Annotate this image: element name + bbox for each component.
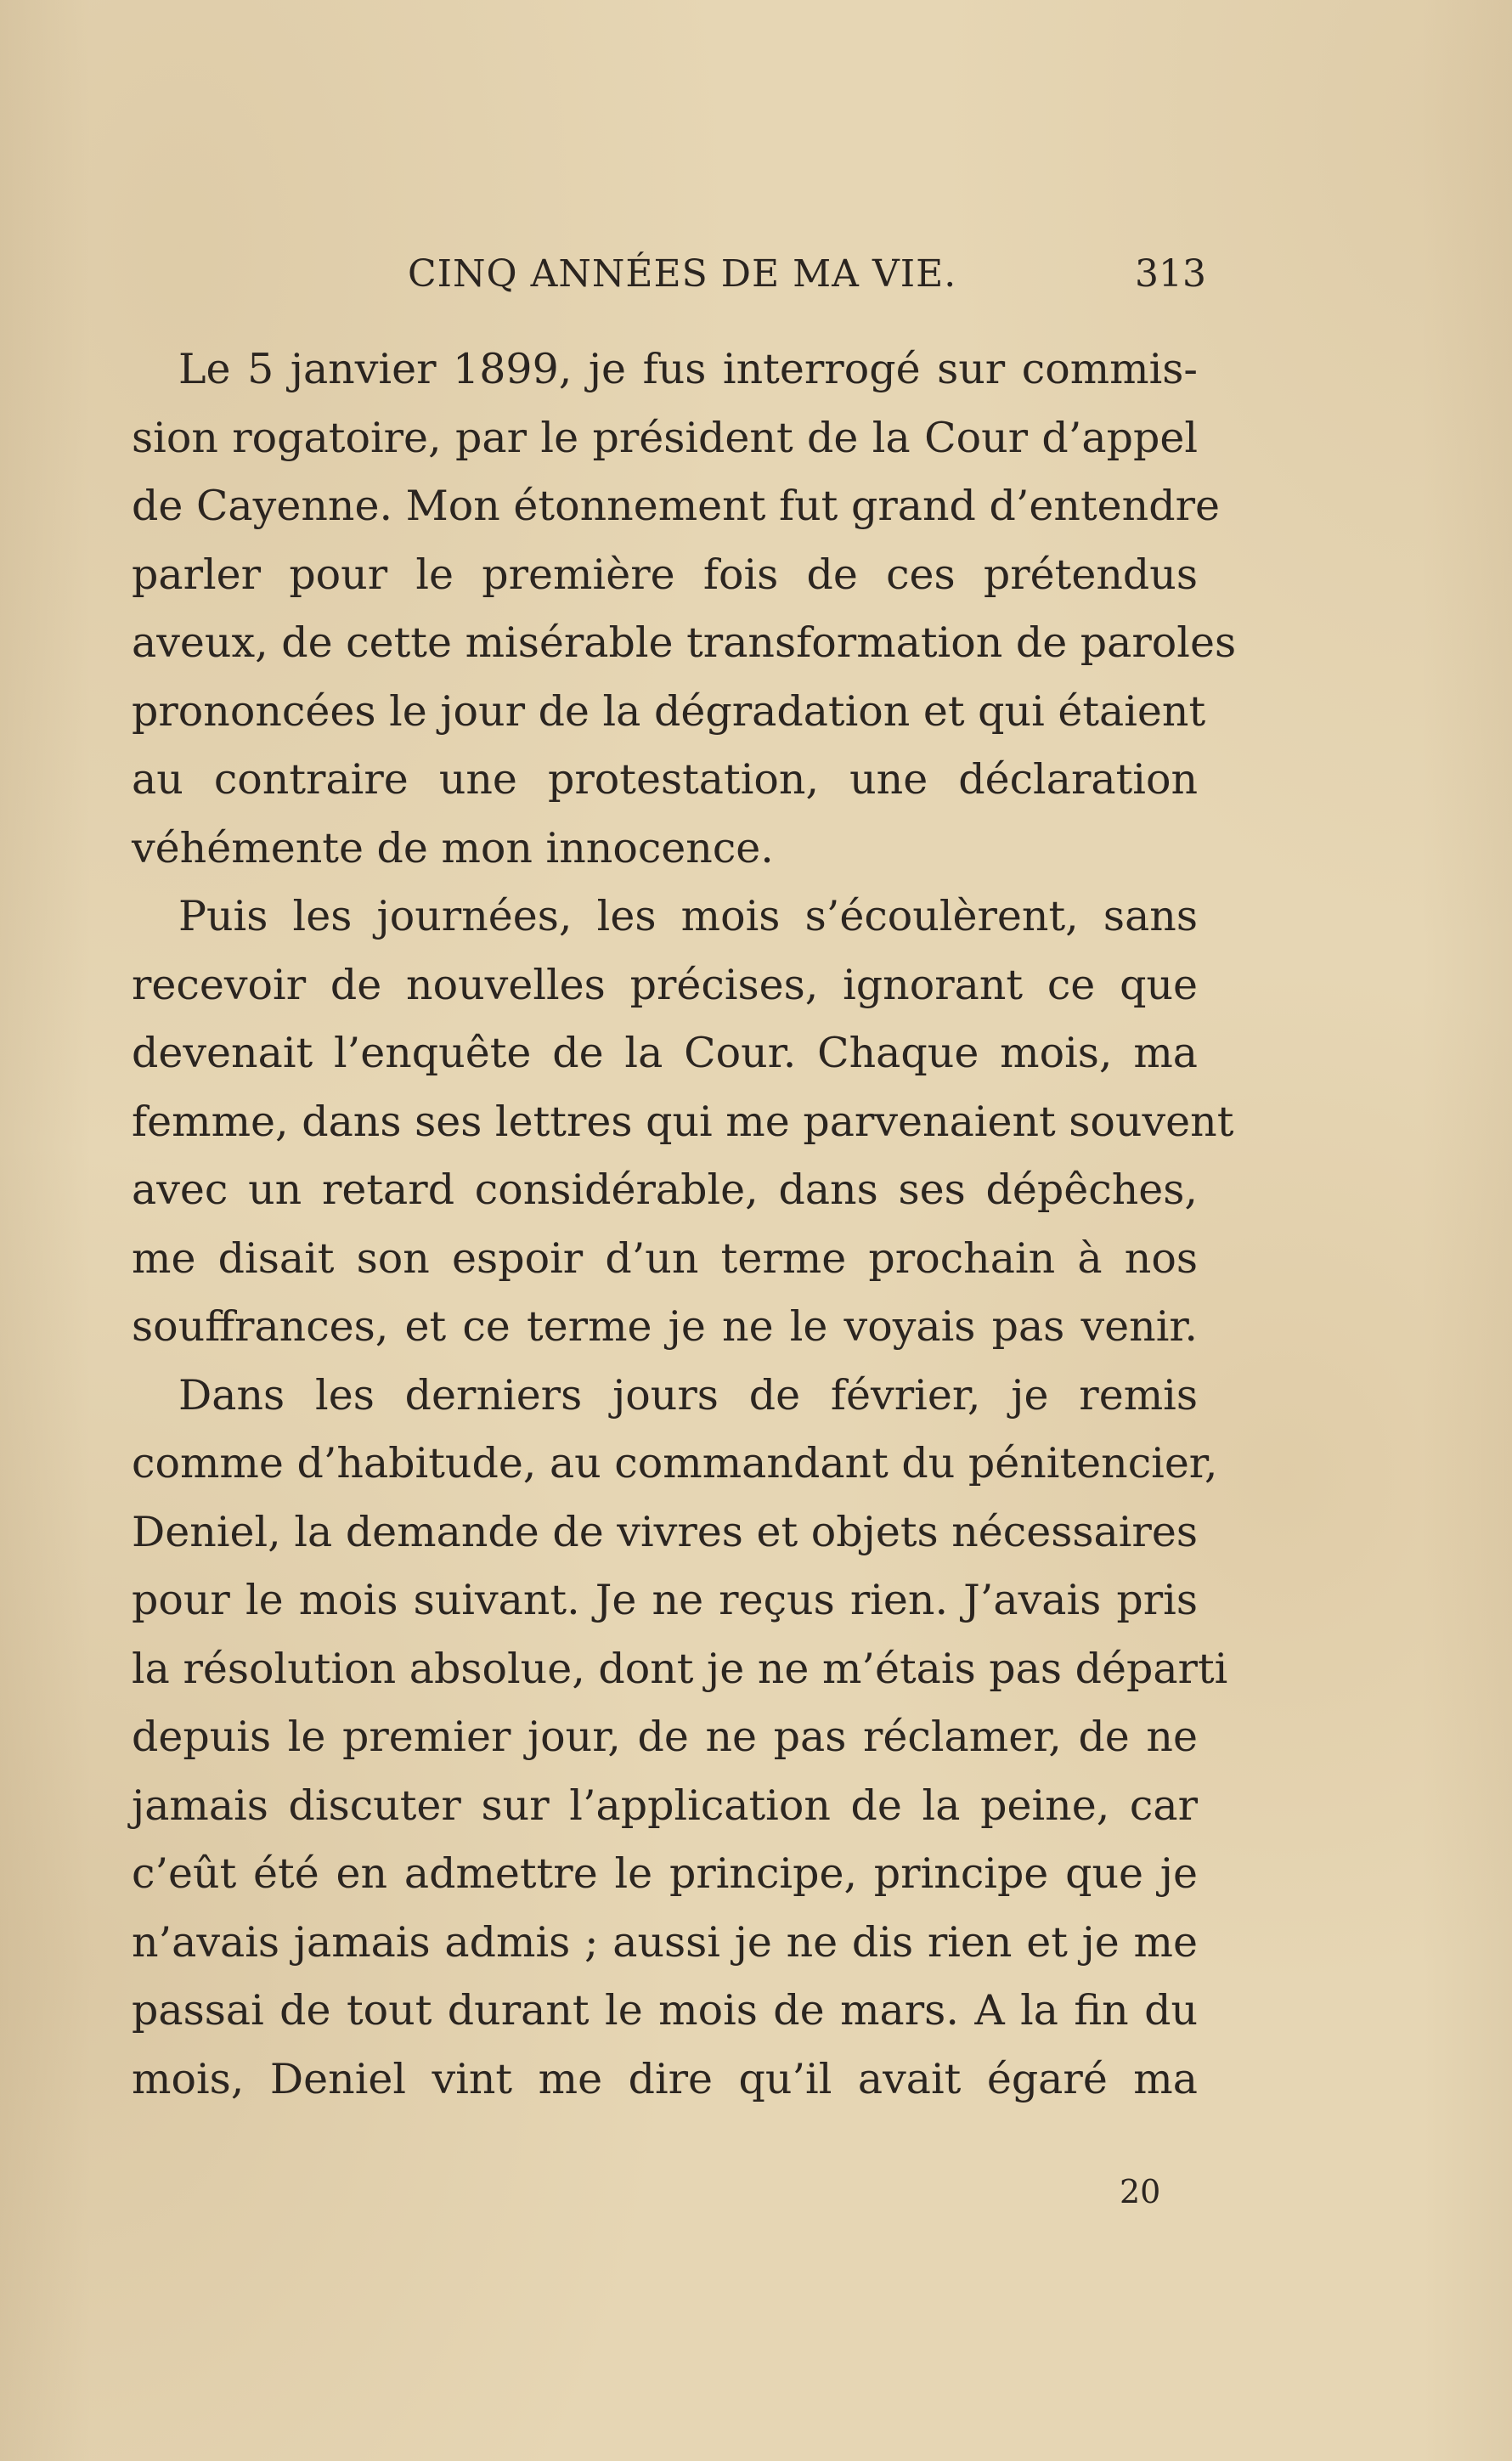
page-number: 313	[1135, 252, 1206, 296]
text-line: Puis les journées, les mois s’écoulèrent, sans	[178, 892, 1198, 940]
text-line: devenait l’enquête de la Cour. Chaque mois, ma	[132, 1029, 1198, 1077]
text-line: Deniel, la demande de vivres et objets nécessaires	[132, 1507, 1198, 1556]
text-line: véhémente de mon innocence.	[132, 823, 774, 872]
text-line: passai de tout durant le mois de mars. A la fin du	[132, 1986, 1198, 2035]
body-text	[132, 336, 1237, 2114]
text-line: mois, Deniel vint me dire qu’il avait égaré ma	[132, 2054, 1198, 2103]
text-line: souffrances, et ce terme je ne le voyais pas venir.	[132, 1302, 1198, 1351]
text-line: n’avais jamais admis ; aussi je ne dis rien et je me	[132, 1917, 1198, 1967]
text-line: pour le mois suivant. Je ne reçus rien. J’avais pris	[132, 1576, 1198, 1624]
running-title: CINQ ANNÉES DE MA VIE.	[408, 252, 957, 296]
text-line: parler pour le première fois de ces prétendus	[132, 550, 1198, 599]
text-line: c’eût été en admettre le principe, principe que je	[132, 1849, 1198, 1898]
text-line: comme d’habitude, au commandant du pénitencier,	[132, 1439, 1218, 1487]
running-head	[127, 252, 1206, 303]
text-line: avec un retard considérable, dans ses dépêches,	[132, 1166, 1198, 1214]
text-line: Le 5 janvier 1899, je fus interrogé sur commis-	[178, 345, 1198, 393]
text-line: la résolution absolue, dont je ne m’étais pas départi	[132, 1644, 1228, 1693]
text-line: me disait son espoir d’un terme prochain à nos	[132, 1233, 1198, 1283]
text-line: au contraire une protestation, une déclaration	[132, 755, 1198, 804]
text-line: aveux, de cette misérable transformation de paroles	[132, 618, 1237, 667]
text-line: recevoir de nouvelles précises, ignorant ce que	[132, 960, 1198, 1009]
text-line: sion rogatoire, par le président de la Cour d’appel	[132, 413, 1198, 462]
signature-mark: 20	[1120, 2173, 1161, 2210]
text-line: depuis le premier jour, de ne pas réclamer, de ne	[132, 1713, 1198, 1761]
text-line: prononcées le jour de la dégradation et qui étaient	[132, 686, 1206, 736]
text-line: femme, dans ses lettres qui me parvenaient souvent	[132, 1097, 1234, 1146]
text-line: de Cayenne. Mon étonnement fut grand d’entendre	[132, 482, 1220, 530]
text-line: jamais discuter sur l’application de la peine, car	[132, 1781, 1198, 1830]
text-line: Dans les derniers jours de février, je remis	[178, 1370, 1198, 1420]
